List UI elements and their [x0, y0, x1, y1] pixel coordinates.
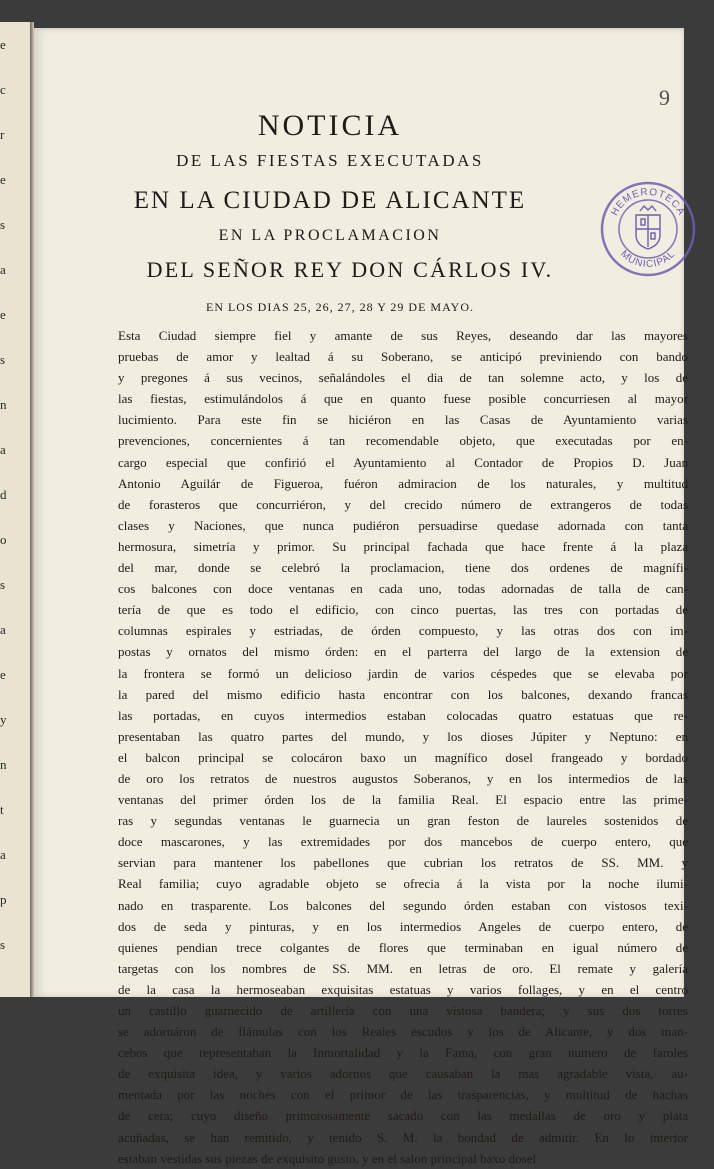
facing-page-letter: y [0, 712, 7, 727]
body-line: de exquisita idea, y varios adornos que causaban la mas agradable vista, au- [118, 1066, 688, 1082]
body-line: dos de seda y pinturas, y en los intermedios Angeles de cuerpo entero, de [118, 918, 688, 934]
body-line: lucimiento. Para este fin se hiciéron en las Casas de Ayuntamiento varias [118, 412, 688, 428]
heading-line-3: EN LA CIUDAD DE ALICANTE [133, 187, 527, 214]
facing-page-letter: n [0, 757, 7, 772]
facing-page-letter: s [0, 937, 6, 952]
body-line: de oro los retratos de nuestros augustos Soberanos, y en los intermedios de las [118, 770, 688, 786]
facing-page-letter: r [0, 127, 5, 142]
facing-page-letter: o [0, 532, 7, 547]
body-line: las fiestas, estimulándolos á que en quanto fuese posible concurriesen al mayor [118, 391, 688, 407]
body-line: la frontera se formó un delicioso jardin de varios céspedes que se elevaba por [118, 665, 688, 681]
body-line: acuñadas, se han remitido, y tenido S. M. la bondad de admitir. En lo interior [118, 1129, 688, 1145]
stamp-top-text: HEMEROTECA [609, 186, 687, 218]
body-paragraph [118, 325, 688, 1169]
facing-page-letter: a [0, 442, 6, 457]
body-line: Esta Ciudad siempre fiel y amante de sus Reyes, deseando dar las mayores [118, 328, 688, 343]
body-line: estaban vestidas sus piezas de exquisito gusto, y en el salon principal baxo dosel [118, 1150, 537, 1166]
body-line: Antonio Aguilár de Figueroa, fuéron admiracion de los naturales, y multitud [118, 475, 688, 491]
facing-page-letter: e [0, 667, 6, 682]
facing-page-letter: d [0, 487, 7, 502]
body-line: cargo especial que confirió el Ayuntamiento al Contador de Propios D. Juan [118, 454, 688, 470]
body-line: de forasteros que concurriéron, y del crecido número de extrangeros de todas [118, 496, 688, 512]
facing-page-letter: e [0, 37, 6, 52]
facing-page-letters [0, 22, 30, 967]
body-line: la pared del mismo edificio hasta encontrar con los balcones, dexando francas [118, 686, 688, 702]
facing-page-letter: c [0, 82, 6, 97]
body-line: de la casa la hermoseaban exquisitas estatuas y varios follages, y en el centro [118, 981, 688, 997]
body-line: prevenciones, concernientes á tan recomendable objeto, que executadas por en- [118, 433, 688, 449]
facing-page-letter: a [0, 847, 6, 862]
body-line: ventanas del primer órden los de la familia Real. El espacio entre las prime- [118, 792, 688, 808]
facing-page-letter: a [0, 262, 6, 277]
body-line: cos balcones con doce ventanas en cada uno, todas adornadas de talla de can- [118, 581, 688, 597]
body-line: postas y ornatos del mismo órden: en el parterra del largo de la extension de [118, 644, 688, 660]
heading-line-4: EN LA PROCLAMACION [218, 227, 442, 244]
facing-page-letter: e [0, 307, 6, 322]
body-line: columnas espirales y estriadas, de órden compuesto, y las otras dos con im- [118, 623, 688, 639]
facing-page-letter: p [0, 892, 7, 907]
heading-title: NOTICIA [257, 109, 403, 142]
facing-page-letter: e [0, 172, 6, 187]
coat-of-arms-icon [636, 206, 660, 249]
facing-page-letter: n [0, 397, 7, 412]
facing-page-letter: s [0, 352, 6, 367]
body-line: tería de que es todo el edificio, con cinco puertas, las tres con portadas de [118, 602, 688, 618]
body-line: servian para mantener los pabellones que cubrian los retratos de SS. MM. y [118, 855, 688, 871]
heading-line-2: DE LAS FIESTAS EXECUTADAS [176, 151, 484, 170]
facing-page-letter: s [0, 577, 6, 592]
body-line: ras y segundas ventanas le guarnecia un gran feston de laureles sostenidos de [118, 813, 688, 829]
body-line: clases y Naciones, que nunca pudiéron persuadirse quedase adornada con tanta [118, 517, 688, 533]
heading-line-5: DEL SEÑOR REY DON CÁRLOS IV. [146, 257, 554, 282]
body-line: presentaban las quatro partes del mundo, y los dioses Júpiter y Neptuno: en [118, 728, 688, 744]
body-line: nado en trasparente. Los balcones del segundo órden estaban con vistosos texi- [118, 897, 688, 913]
body-line: de cera; cuyo diseño primorosamente sacado con las medallas de oro y plata [118, 1108, 688, 1124]
body-line: cebos que representaban la Inmortalidad y la Fama, con gran numero de faroles [118, 1045, 688, 1061]
stamp-bottom-text: MUNICIPAL [618, 248, 678, 271]
facing-page-letter: t [0, 802, 4, 817]
body-line: hermosura, simetría y primor. Su principal fachada que hace frente á la plaza [118, 538, 688, 554]
body-line: el balcon principal se colocáron baxo un magnífico dosel frangeado y bordado [118, 749, 688, 765]
body-line: un castillo guarnecido de artillería con una vistosa bandera; y sus dos torres [118, 1003, 688, 1018]
svg-text:MUNICIPAL [618, 248, 678, 270]
body-line: mentada por las noches con el primor de las trasparencias, y multitud de hachas [118, 1087, 688, 1103]
body-line: y pregones á sus vecinos, señalándoles el dia de tan solemne acto, y los de [118, 370, 688, 386]
heading-dates: EN LOS DIAS 25, 26, 27, 28 Y 29 DE MAYO. [205, 300, 474, 314]
body-line: las portadas, en cuyos intermedios estaban colocadas quatro estatuas que re- [118, 707, 688, 723]
body-line: del mar, donde se celebró la proclamacion, tiene dos ordenes de magnífi- [118, 560, 688, 576]
body-line: doce mascarones, y las extremidades por dos mancebos de cuerpo entero, que [118, 834, 688, 850]
facing-page-edge [0, 22, 31, 997]
page-number: 9 [659, 85, 670, 110]
body-line: Real familia; cuyo agradable objeto se ofrecia á la vista por la noche ilumi- [118, 876, 688, 892]
body-line: pruebas de amor y lealtad á su Soberano, se anticipó previniendo con bando [118, 349, 688, 365]
body-line: targetas con los nombres de SS. MM. en letras de oro. El remate y galería [118, 960, 688, 976]
body-line: quienes pendian trece colgantes de flores que terminaban en igual número de [118, 939, 688, 955]
body-line: se adornáron de flámulas con los Reales escudos y los de Alicante, y dos man- [118, 1024, 688, 1040]
facing-page-letter: s [0, 217, 6, 232]
document-page [34, 28, 688, 1166]
facing-page-letter: a [0, 622, 6, 637]
